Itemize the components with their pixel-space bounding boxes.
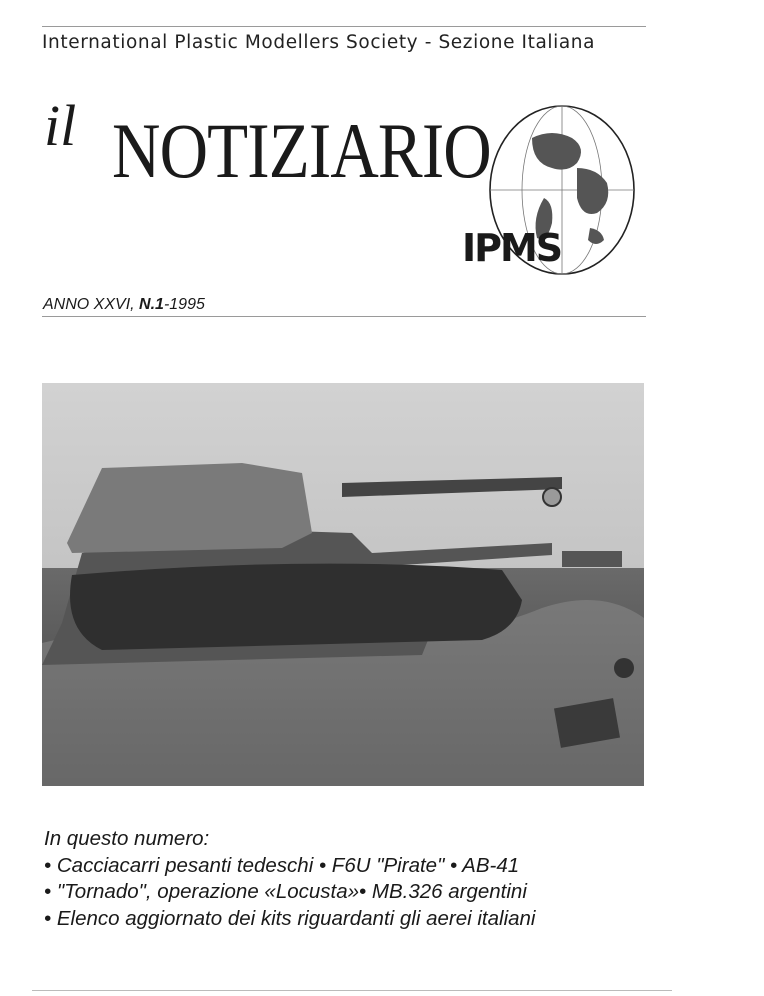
cover-photo (42, 383, 644, 786)
contents-section (44, 826, 664, 932)
ipms-logo-text: IPMS (462, 226, 562, 270)
contents-line-2: • "Tornado", operazione «Locusta»• MB.326 argentini (44, 880, 527, 903)
masthead-title: NOTIZIARIO (112, 107, 491, 194)
masthead-prefix: il (44, 93, 77, 158)
contents-line-1: • Cacciacarri pesanti tedeschi • F6U "Pirate" • AB-41 (44, 853, 520, 877)
issue-year: -1995 (163, 296, 205, 313)
issue-line (43, 296, 205, 314)
issue-prefix: ANNO XXVI, (43, 296, 140, 313)
issue-number: N.1 (139, 296, 164, 313)
top-rule (42, 26, 646, 27)
issue-rule (42, 316, 646, 317)
society-name: International Plastic Modellers Society - Sezione Italiana (42, 32, 596, 53)
bottom-rule (32, 990, 672, 991)
ipms-logo (462, 226, 561, 270)
tank-destroyer-photo (42, 383, 644, 786)
contents-line-3: • Elenco aggiornato dei kits riguardanti gli aerei italiani (44, 906, 536, 930)
contents-heading: In questo numero: (44, 827, 210, 850)
